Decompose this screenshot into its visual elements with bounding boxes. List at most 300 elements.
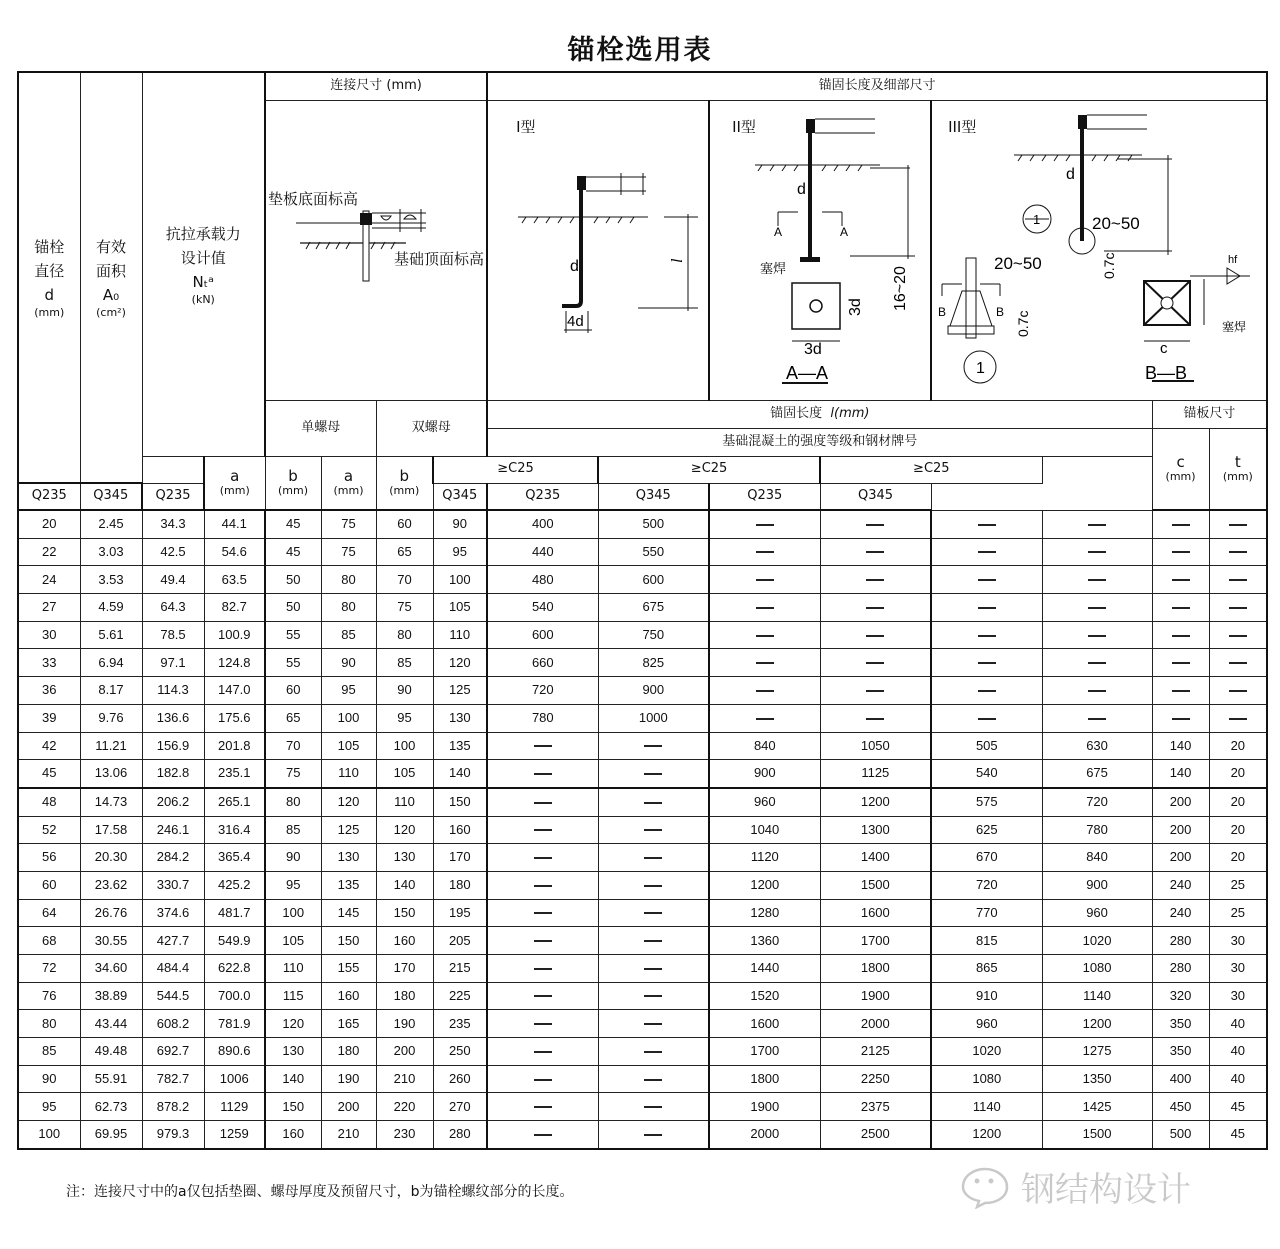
table-cell: 200 [1152, 844, 1209, 872]
table-cell: 165 [321, 1010, 376, 1038]
footnote: 注：连接尺寸中的a仅包括垫圈、螺母厚度及预留尺寸，b为锚栓螺纹部分的长度。 [66, 1184, 574, 1200]
table-cell: 575 [931, 788, 1042, 816]
table-cell: 720 [1042, 788, 1152, 816]
header-anchor-length: 锚固长度 l(mm) [487, 400, 1152, 428]
table-cell: 700.0 [204, 982, 265, 1010]
table-cell [820, 594, 931, 622]
dash-icon [1229, 635, 1247, 637]
table-cell: 890.6 [204, 1038, 265, 1066]
table-cell: 1600 [820, 899, 931, 927]
table-cell: 105 [433, 594, 487, 622]
table-cell: 150 [376, 899, 433, 927]
table-cell [487, 1121, 598, 1149]
table-cell: 100 [376, 732, 433, 760]
table-cell [820, 704, 931, 732]
table-cell [1152, 566, 1209, 594]
table-cell: 20 [1209, 732, 1267, 760]
table-cell: 190 [321, 1065, 376, 1093]
table-cell: 25 [1209, 871, 1267, 899]
table-cell: 80 [265, 788, 321, 816]
dash-icon [1229, 524, 1247, 526]
table-cell: 70 [376, 566, 433, 594]
table-cell: 190 [376, 1010, 433, 1038]
table-cell: 781.9 [204, 1010, 265, 1038]
table-cell [931, 649, 1042, 677]
dash-icon [866, 551, 884, 553]
table-cell: 1900 [709, 1093, 820, 1121]
table-cell: 544.5 [142, 982, 204, 1010]
dash-icon [534, 829, 552, 831]
table-cell: 780 [487, 704, 598, 732]
table-cell: 180 [433, 871, 487, 899]
table-cell: 622.8 [204, 955, 265, 983]
table-row [18, 1093, 1267, 1121]
table-cell [1042, 621, 1152, 649]
table-cell: 549.9 [204, 927, 265, 955]
table-cell: 1300 [820, 816, 931, 844]
table-cell: 100.9 [204, 621, 265, 649]
table-cell [931, 677, 1042, 705]
dash-icon [1172, 662, 1190, 664]
table-cell: 45 [1209, 1121, 1267, 1149]
table-cell [487, 1010, 598, 1038]
dash-icon [644, 1079, 662, 1081]
table-cell: 320 [1152, 982, 1209, 1010]
table-cell: 1129 [204, 1093, 265, 1121]
table-cell [598, 871, 709, 899]
svg-text:3d: 3d [804, 340, 822, 358]
table-cell: 60 [376, 510, 433, 538]
table-row [18, 844, 1267, 872]
table-cell: 316.4 [204, 816, 265, 844]
table-row [18, 677, 1267, 705]
table-cell: 49.4 [142, 566, 204, 594]
header-diameter: 锚栓 直径 d (mm) [18, 72, 80, 483]
table-row [18, 871, 1267, 899]
table-cell: 625 [931, 816, 1042, 844]
table-cell: 200 [1152, 816, 1209, 844]
dash-icon [1172, 635, 1190, 637]
table-cell [709, 538, 820, 566]
table-cell: 36 [18, 677, 80, 705]
header-t1-q345: Q345 [433, 483, 487, 510]
dash-icon [866, 524, 884, 526]
table-cell: 1140 [1042, 982, 1152, 1010]
table-cell [487, 982, 598, 1010]
dash-icon [978, 690, 996, 692]
table-cell [820, 677, 931, 705]
dash-icon [644, 773, 662, 775]
table-cell: 120 [376, 816, 433, 844]
table-cell: 440 [487, 538, 598, 566]
svg-text:A: A [774, 224, 783, 239]
table-cell: 20.30 [80, 844, 142, 872]
dash-icon [756, 524, 774, 526]
table-cell: 782.7 [142, 1065, 204, 1093]
table-cell: 900 [1042, 871, 1152, 899]
table-cell: 400 [1152, 1065, 1209, 1093]
table-cell: 865 [931, 955, 1042, 983]
dash-icon [1229, 662, 1247, 664]
table-cell [820, 621, 931, 649]
header-connection-size: 连接尺寸 (mm) [265, 72, 487, 100]
table-cell: 110 [433, 621, 487, 649]
table-cell [487, 760, 598, 788]
table-cell: 97.1 [142, 649, 204, 677]
table-cell: 3.53 [80, 566, 142, 594]
table-cell [1209, 649, 1267, 677]
table-cell: 24 [18, 566, 80, 594]
table-cell: 130 [265, 1038, 321, 1066]
table-cell: 210 [376, 1065, 433, 1093]
table-cell: 500 [1152, 1121, 1209, 1149]
table-cell: 17.58 [80, 816, 142, 844]
table-cell [709, 649, 820, 677]
table-cell: 20 [18, 510, 80, 538]
table-cell: 1500 [1042, 1121, 1152, 1149]
table-cell: 2250 [820, 1065, 931, 1093]
header-nt-q345: Q345 [80, 483, 142, 510]
table-row [18, 704, 1267, 732]
table-cell [931, 566, 1042, 594]
table-cell: 235.1 [204, 760, 265, 788]
table-cell: 2500 [820, 1121, 931, 1149]
table-cell: 43.44 [80, 1010, 142, 1038]
table-cell: 39 [18, 704, 80, 732]
table-cell: 136.6 [142, 704, 204, 732]
table-cell: 205 [433, 927, 487, 955]
table-cell: 55 [265, 649, 321, 677]
table-cell: 175.6 [204, 704, 265, 732]
table-cell: 600 [487, 621, 598, 649]
dash-icon [644, 912, 662, 914]
table-cell: 550 [598, 538, 709, 566]
table-row [18, 788, 1267, 816]
dash-icon [644, 968, 662, 970]
dash-icon [1172, 718, 1190, 720]
dash-icon [978, 524, 996, 526]
table-cell: 42 [18, 732, 80, 760]
table-cell: 11.21 [80, 732, 142, 760]
table-cell: 135 [433, 732, 487, 760]
table-cell: 70 [265, 732, 321, 760]
dash-icon [1088, 662, 1106, 664]
table-cell [709, 677, 820, 705]
table-cell: 1440 [709, 955, 820, 983]
header-spacer-1 [142, 456, 204, 483]
table-cell: 481.7 [204, 899, 265, 927]
table-cell: 692.7 [142, 1038, 204, 1066]
table-cell: 1280 [709, 899, 820, 927]
dash-icon [644, 995, 662, 997]
svg-text:d: d [797, 180, 806, 198]
dash-icon [866, 718, 884, 720]
table-cell: 235 [433, 1010, 487, 1038]
table-cell: 50 [265, 566, 321, 594]
dash-icon [1229, 690, 1247, 692]
table-cell: 1500 [820, 871, 931, 899]
table-cell: 6.94 [80, 649, 142, 677]
table-cell: 20 [1209, 788, 1267, 816]
table-cell: 1125 [820, 760, 931, 788]
table-cell [709, 566, 820, 594]
table-cell [1042, 538, 1152, 566]
table-cell [487, 844, 598, 872]
header-double-b: b (mm) [376, 456, 433, 510]
table-cell: 900 [598, 677, 709, 705]
header-effective-area: 有效 面积 A₀ (cm²) [80, 72, 142, 483]
table-row [18, 927, 1267, 955]
table-cell: 65 [376, 538, 433, 566]
table-cell: 90 [321, 649, 376, 677]
table-cell: 20 [1209, 760, 1267, 788]
table-row [18, 1038, 1267, 1066]
table-cell: 630 [1042, 732, 1152, 760]
table-cell: 1350 [1042, 1065, 1152, 1093]
table-cell: 1400 [820, 844, 931, 872]
dash-icon [756, 579, 774, 581]
table-cell: 540 [487, 594, 598, 622]
dash-icon [1172, 607, 1190, 609]
table-cell: 180 [321, 1038, 376, 1066]
dash-icon [978, 662, 996, 664]
table-cell: 80 [376, 621, 433, 649]
dash-icon [644, 857, 662, 859]
dash-icon [644, 940, 662, 942]
table-cell [1152, 621, 1209, 649]
table-cell [487, 1038, 598, 1066]
dash-icon [866, 690, 884, 692]
table-cell: 425.2 [204, 871, 265, 899]
table-cell: 55.91 [80, 1065, 142, 1093]
table-cell: 9.76 [80, 704, 142, 732]
table-cell: 150 [265, 1093, 321, 1121]
header-double-nut: 双螺母 [376, 400, 487, 456]
table-cell: 75 [376, 594, 433, 622]
table-cell: 76 [18, 982, 80, 1010]
table-cell: 1900 [820, 982, 931, 1010]
type-1-diagram: I型 d 4d l [487, 100, 709, 400]
table-cell: 135 [321, 871, 376, 899]
table-cell: 147.0 [204, 677, 265, 705]
table-cell: 30 [18, 621, 80, 649]
dash-icon [534, 745, 552, 747]
table-cell: 240 [1152, 871, 1209, 899]
table-cell: 350 [1152, 1010, 1209, 1038]
table-cell: 200 [321, 1093, 376, 1121]
table-cell [598, 1038, 709, 1066]
table-cell [487, 816, 598, 844]
table-cell: 427.7 [142, 927, 204, 955]
table-cell: 240 [1152, 899, 1209, 927]
table-cell [709, 621, 820, 649]
table-cell: 114.3 [142, 677, 204, 705]
table-cell: 90 [433, 510, 487, 538]
table-cell: 840 [1042, 844, 1152, 872]
table-cell: 182.8 [142, 760, 204, 788]
wechat-icon [955, 1165, 1015, 1209]
table-row [18, 1065, 1267, 1093]
table-cell: 160 [376, 927, 433, 955]
table-cell [1209, 594, 1267, 622]
table-cell [487, 1093, 598, 1121]
table-cell: 1600 [709, 1010, 820, 1038]
table-cell: 2125 [820, 1038, 931, 1066]
dash-icon [978, 607, 996, 609]
table-cell: 156.9 [142, 732, 204, 760]
dash-icon [756, 551, 774, 553]
anchor-bolt-table [17, 71, 1268, 1150]
dash-icon [1229, 718, 1247, 720]
table-cell [1209, 510, 1267, 538]
table-cell: 675 [1042, 760, 1152, 788]
header-tensile-capacity: 抗拉承载力 设计值 Nₜᵃ (kN) [142, 72, 265, 456]
table-cell [820, 649, 931, 677]
svg-text:塞焊: 塞焊 [760, 261, 787, 277]
header-t3-q235: Q235 [709, 483, 820, 510]
table-cell: 75 [321, 538, 376, 566]
table-cell: 540 [931, 760, 1042, 788]
table-cell [1042, 510, 1152, 538]
table-cell: 13.06 [80, 760, 142, 788]
table-cell: 22 [18, 538, 80, 566]
table-cell [931, 510, 1042, 538]
table-cell: 62.73 [80, 1093, 142, 1121]
table-cell: 25 [1209, 899, 1267, 927]
dash-icon [644, 1106, 662, 1108]
table-cell: 69.95 [80, 1121, 142, 1149]
svg-text:3d: 3d [847, 297, 865, 316]
table-cell: 85 [265, 816, 321, 844]
table-cell: 60 [18, 871, 80, 899]
table-cell: 170 [433, 844, 487, 872]
table-cell: 115 [265, 982, 321, 1010]
dash-icon [644, 885, 662, 887]
table-cell: 45 [18, 760, 80, 788]
table-cell [598, 760, 709, 788]
table-row [18, 1121, 1267, 1149]
table-cell [1152, 677, 1209, 705]
table-cell: 1140 [931, 1093, 1042, 1121]
table-cell: 110 [265, 955, 321, 983]
dash-icon [534, 912, 552, 914]
table-cell: 979.3 [142, 1121, 204, 1149]
table-cell: 63.5 [204, 566, 265, 594]
dash-icon [866, 662, 884, 664]
svg-text:d: d [1066, 165, 1075, 183]
table-cell: 155 [321, 955, 376, 983]
table-cell: 72 [18, 955, 80, 983]
table-cell: 1000 [598, 704, 709, 732]
table-cell [1209, 704, 1267, 732]
table-cell [709, 510, 820, 538]
dash-icon [1088, 718, 1106, 720]
table-row [18, 955, 1267, 983]
table-cell: 14.73 [80, 788, 142, 816]
table-cell: 1800 [820, 955, 931, 983]
dash-icon [1172, 579, 1190, 581]
table-cell: 40 [1209, 1065, 1267, 1093]
table-cell: 34.3 [142, 510, 204, 538]
table-cell [1042, 566, 1152, 594]
table-cell: 280 [433, 1121, 487, 1149]
dash-icon [644, 1023, 662, 1025]
table-cell: 1200 [709, 871, 820, 899]
table-cell: 45 [265, 510, 321, 538]
table-cell: 660 [487, 649, 598, 677]
table-cell: 246.1 [142, 816, 204, 844]
table-cell [487, 871, 598, 899]
table-cell: 180 [376, 982, 433, 1010]
dash-icon [756, 690, 774, 692]
dash-icon [756, 662, 774, 664]
table-cell [487, 955, 598, 983]
dash-icon [1088, 579, 1106, 581]
svg-text:0.7c: 0.7c [1015, 310, 1032, 337]
table-cell: 80 [321, 566, 376, 594]
table-cell [598, 1121, 709, 1149]
dash-icon [534, 885, 552, 887]
table-cell [1042, 649, 1152, 677]
type-3-diagram: III型 d 20~50 20~50 1 1 B B c hf 塞焊 B—B 0.7c 0.7c [931, 100, 1267, 400]
table-cell: 95 [376, 704, 433, 732]
page-title: 锚栓选用表 [567, 35, 713, 66]
table-cell [1042, 677, 1152, 705]
table-cell: 720 [931, 871, 1042, 899]
table-cell: 140 [1152, 732, 1209, 760]
table-cell: 140 [433, 760, 487, 788]
table-cell [1209, 538, 1267, 566]
table-cell: 45 [1209, 1093, 1267, 1121]
table-cell: 2000 [709, 1121, 820, 1149]
table-row [18, 538, 1267, 566]
svg-text:l: l [667, 257, 685, 262]
table-cell [709, 704, 820, 732]
table-cell: 900 [709, 760, 820, 788]
table-cell [931, 538, 1042, 566]
table-row [18, 621, 1267, 649]
header-single-a: a (mm) [204, 456, 265, 510]
dash-icon [756, 635, 774, 637]
table-cell: 284.2 [142, 844, 204, 872]
table-cell: 280 [1152, 955, 1209, 983]
dash-icon [534, 773, 552, 775]
header-double-a: a (mm) [321, 456, 376, 510]
table-cell: 280 [1152, 927, 1209, 955]
dash-icon [1088, 607, 1106, 609]
dash-icon [1172, 524, 1190, 526]
table-cell: 960 [931, 1010, 1042, 1038]
table-cell: 42.5 [142, 538, 204, 566]
header-plate-size: 锚板尺寸 [1152, 400, 1267, 428]
svg-text:B: B [938, 304, 947, 319]
table-cell [487, 899, 598, 927]
svg-text:1: 1 [976, 359, 985, 377]
table-cell: 210 [321, 1121, 376, 1149]
table-cell [820, 538, 931, 566]
table-cell: 1200 [820, 788, 931, 816]
dash-icon [644, 1134, 662, 1136]
table-cell [820, 510, 931, 538]
table-body [18, 510, 1267, 1149]
table-cell: 878.2 [142, 1093, 204, 1121]
table-cell: 68 [18, 927, 80, 955]
table-cell [598, 1010, 709, 1038]
table-cell: 675 [598, 594, 709, 622]
header-t2-q345: Q345 [598, 483, 709, 510]
dash-icon [644, 829, 662, 831]
table-cell: 770 [931, 899, 1042, 927]
